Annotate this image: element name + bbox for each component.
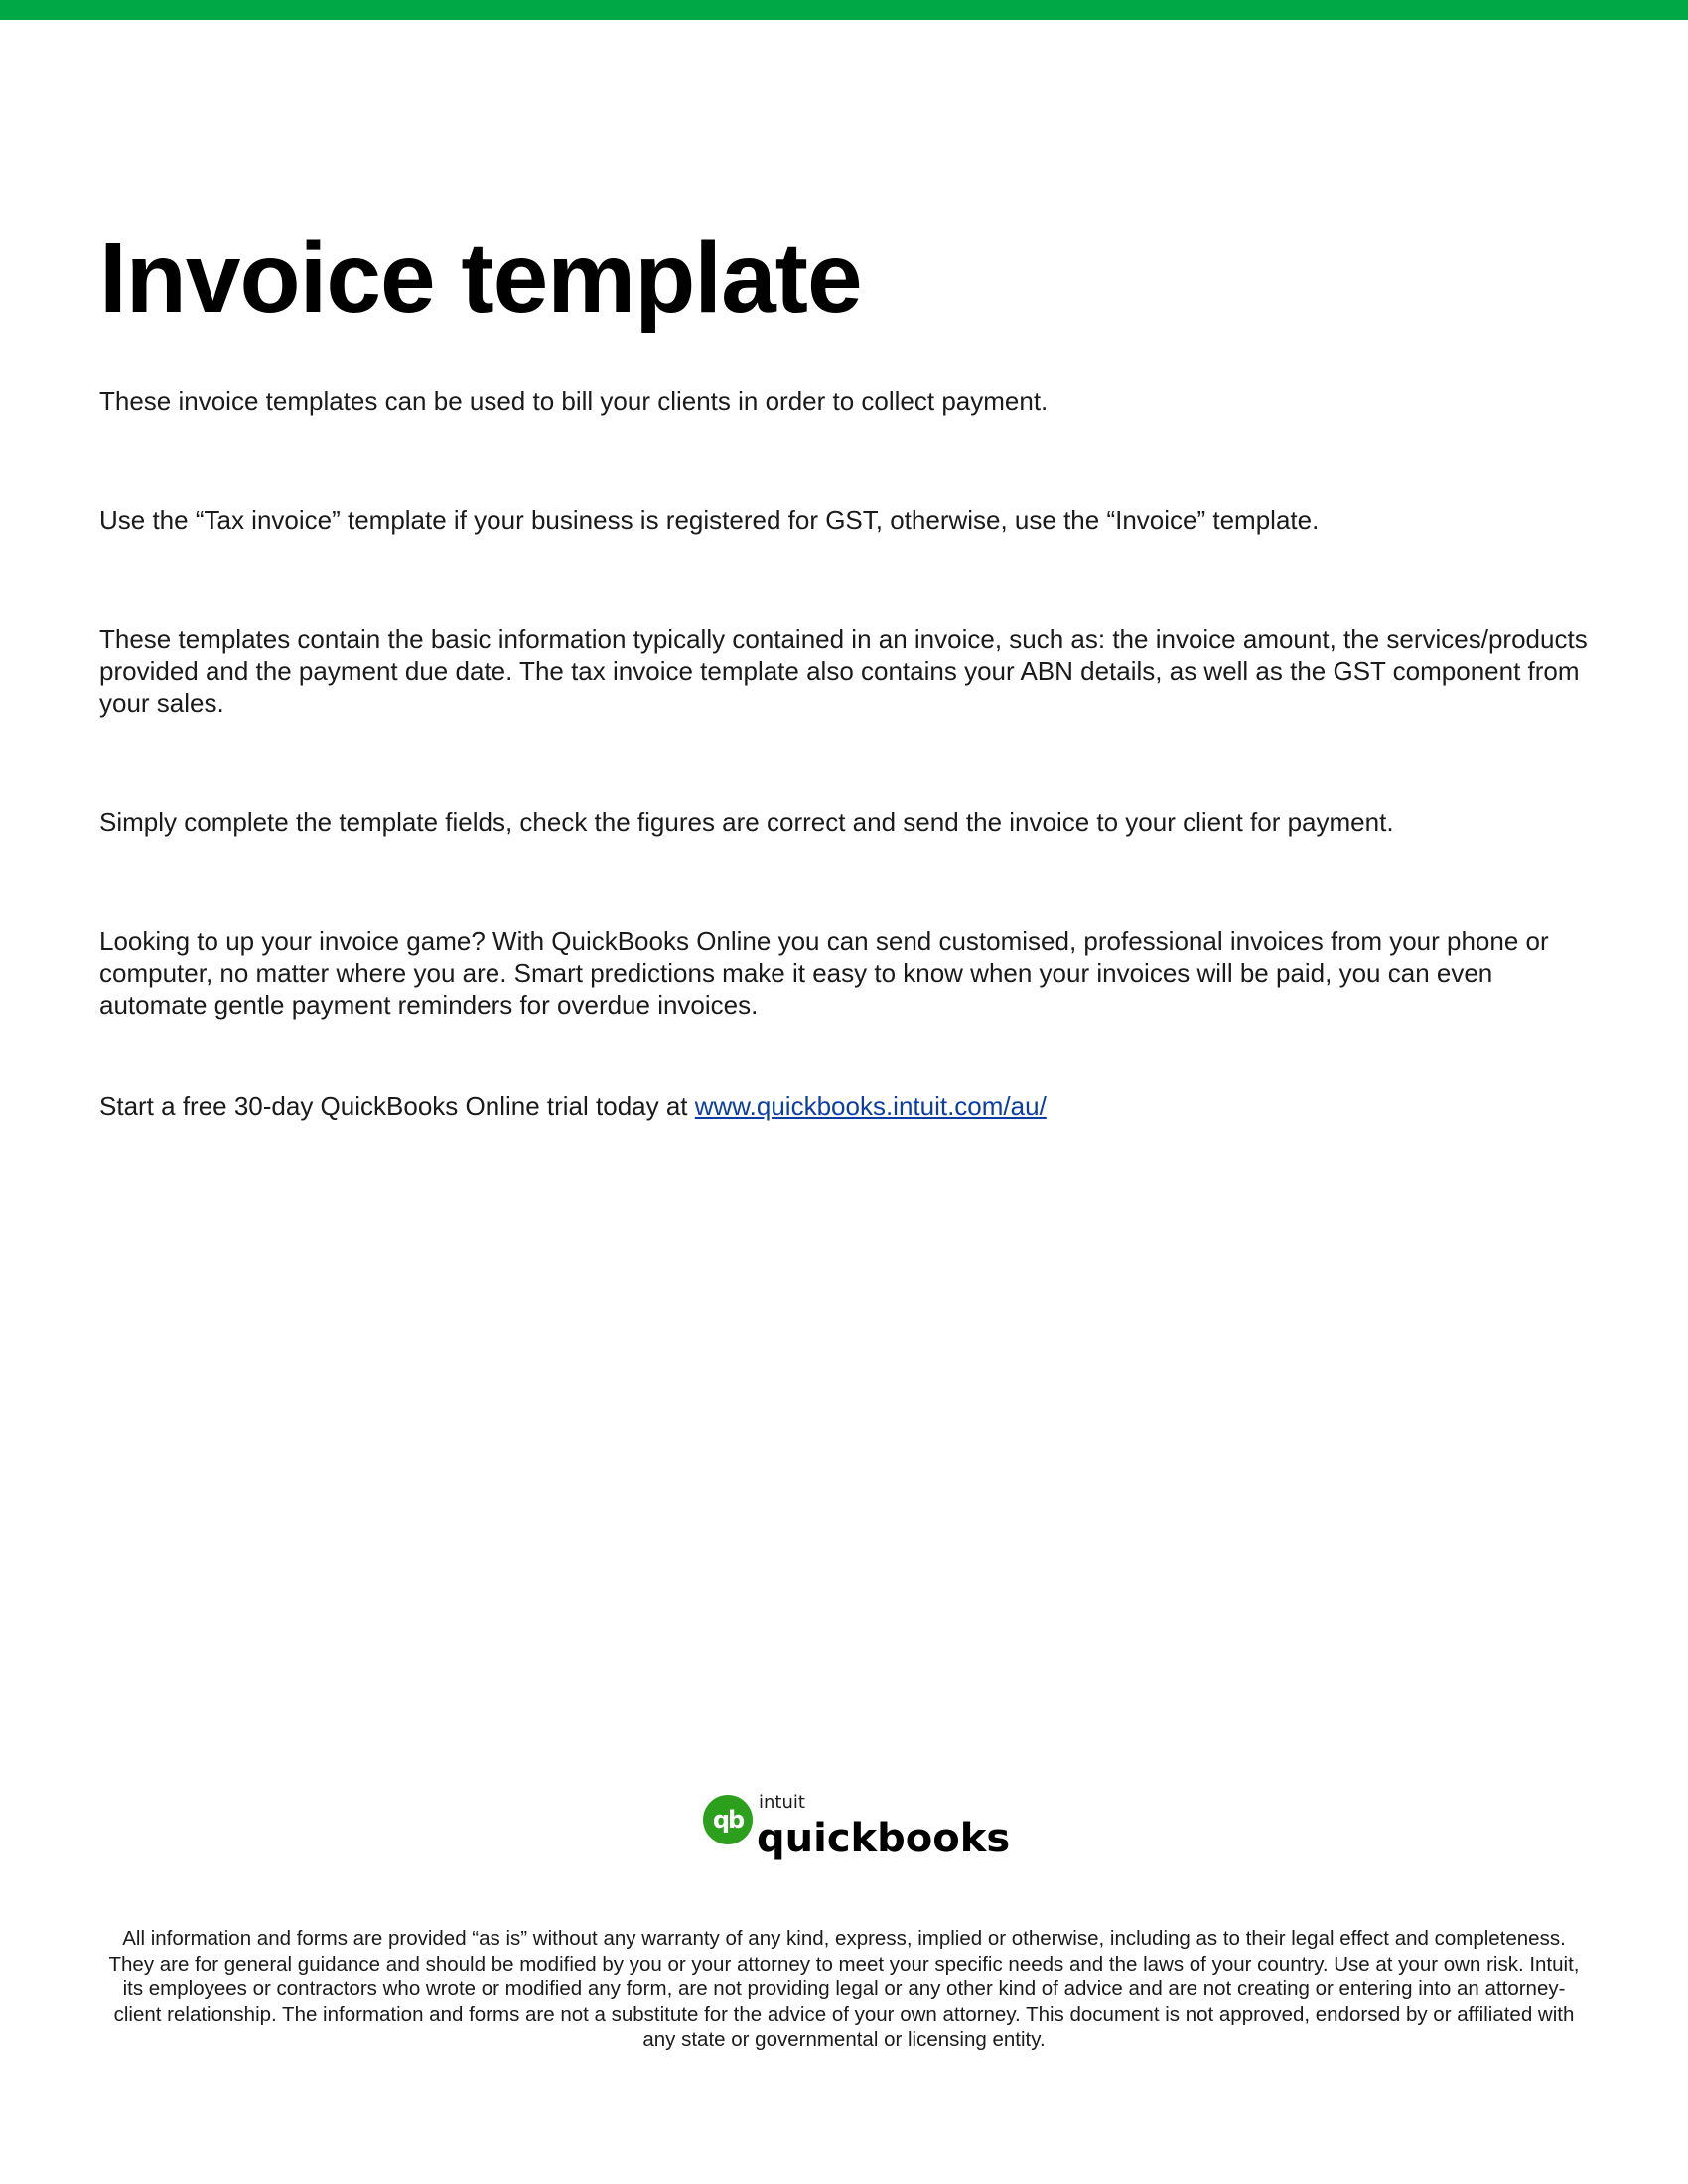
page-title: Invoice template [99, 222, 862, 334]
gst-paragraph: Use the “Tax invoice” template if your business is registered for GST, otherwise, use the “Invoice” template. [99, 505, 1320, 535]
trial-paragraph [99, 1090, 1599, 1122]
trial-text: Start a free 30-day QuickBooks Online trial today at [99, 1091, 695, 1121]
top-accent-bar [0, 0, 1688, 20]
quickbooks-logo [701, 1787, 1011, 1861]
logo-wordmark: quickbooks [757, 1816, 1011, 1861]
contents-paragraph: These templates contain the basic information typically contained in an invoice, such as: the invoice amount, the services/products provided and the payment due date. The tax invoice template also contains your ABN details, as well as the GST component from your sales. [99, 624, 1588, 718]
quickbooks-paragraph: Looking to up your invoice game? With QuickBooks Online you can send customised, professional invoices from your phone or computer, no matter where you are. Smart predictions make it easy to know when your invoices will be paid, you can even automate gentle payment reminders for overdue invoices. [99, 926, 1549, 1020]
intro-paragraph: These invoice templates can be used to bill your clients in order to collect payment. [99, 386, 1049, 416]
instructions-paragraph: Simply complete the template fields, check the figures are correct and send the invoice to your client for payment. [99, 807, 1394, 837]
legal-disclaimer: All information and forms are provided “as is” without any warranty of any kind, express, implied or otherwise, including as to their legal effect and completeness. They are for general guidance and should be modified by you or your attorney to meet your specific needs and the laws of your country. Use at your own risk. Intuit, its employees or contractors who wrote or modified any form, are not providing legal or any other kind of advice and are not creating or entering into an attorney-client relationship. The information and forms are not a substitute for the advice of your own attorney. This document is not approved, endorsed by or affiliated with any state or governmental or licensing entity. [108, 1927, 1580, 2051]
document-body [99, 218, 1599, 1122]
quickbooks-link[interactable]: www.quickbooks.intuit.com/au/ [694, 1091, 1047, 1121]
qb-logo-icon: qb [703, 1795, 753, 1844]
logo-brand-text: intuit [759, 1792, 805, 1813]
